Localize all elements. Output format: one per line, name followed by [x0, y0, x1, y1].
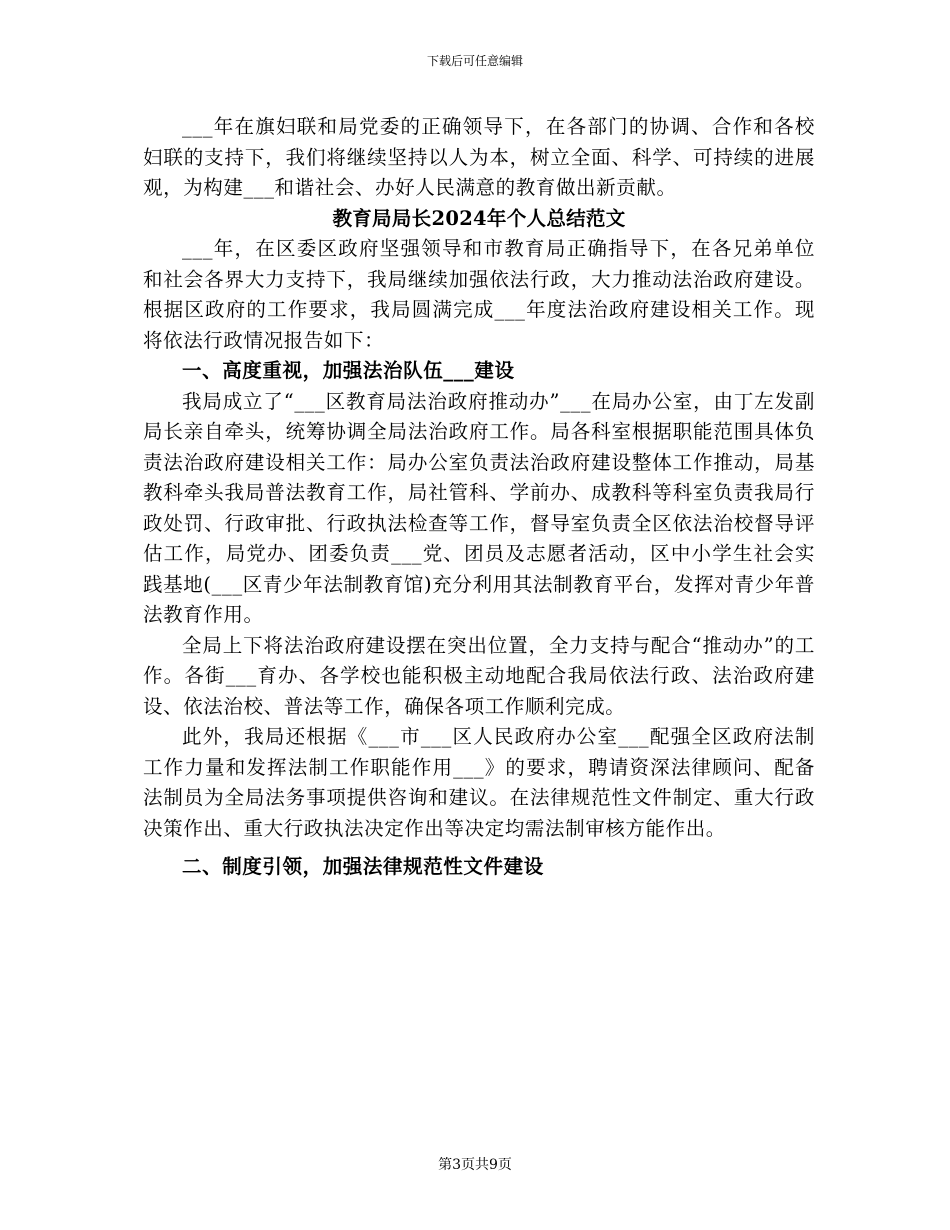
page-header-note: 下载后可任意编辑 [426, 54, 523, 68]
section1-paragraph-3: 此外，我局还根据《___市___区人民政府办公室___配强全区政府法制工作力量和发挥法制工作职能作用___》的要求，聘请资深法律顾问、配备法制员为全局法务事项提供咨询和建议。在法律规范性文件制定、重大行政决策作出、重大行政执法决定作出等决定均需法制审核方能作出。 [143, 725, 815, 840]
opening-paragraph: ___年，在区委区政府坚强领导和市教育局正确指导下，在各兄弟单位和社会各界大力支持下，我局继续加强依法行政，大力推动法治政府建设。根据区政府的工作要求，我局圆满完成___年度法治政府建设相关工作。现将依法行政情况报告如下： [143, 237, 815, 352]
section1-paragraph-1: 我局成立了“___区教育局法治政府推动办”___在局办公室，由丁左发副局长亲自牵头，统筹协调全局法治政府工作。局各科室根据职能范围具体负责法治政府建设相关工作：局办公室负责法治政府建设整体工作推动，局基教科牵头我局普法教育工作，局社管科、学前办、成教科等科室负责我局行政处罚、行政审批、行政执法检查等工作，督导室负责全区依法治校督导评估工作，局党办、团委负责___党、团员及志愿者活动，区中小学生社会实践基地(___区青少年法制教育馆)充分利用其法制教育平台，发挥对青少年普法教育作用。 [143, 389, 815, 626]
section1-heading: 一、高度重视，加强法治队伍___建设 [182, 359, 515, 382]
document-title: 教育局局长2024年个人总结范文 [332, 206, 626, 230]
intro-paragraph: ___年在旗妇联和局党委的正确领导下，在各部门的协调、合作和各校妇联的支持下，我们将继续坚持以人为本，树立全面、科学、可持续的进展观，为构建___和谐社会、办好人民满意的教育做出新贡献。 [143, 115, 815, 199]
section2-heading: 二、制度引领，加强法律规范性文件建设 [182, 855, 544, 878]
document-body [143, 112, 815, 883]
page-number-footer: 第3页共9页 [438, 1157, 512, 1173]
section1-paragraph-2: 全局上下将法治政府建设摆在突出位置，全力支持与配合“推动办”的工作。各街___育办、各学校也能积极主动地配合我局依法行政、法治政府建设、依法治校、普法等工作，确保各项工作顺利完成。 [143, 633, 815, 718]
